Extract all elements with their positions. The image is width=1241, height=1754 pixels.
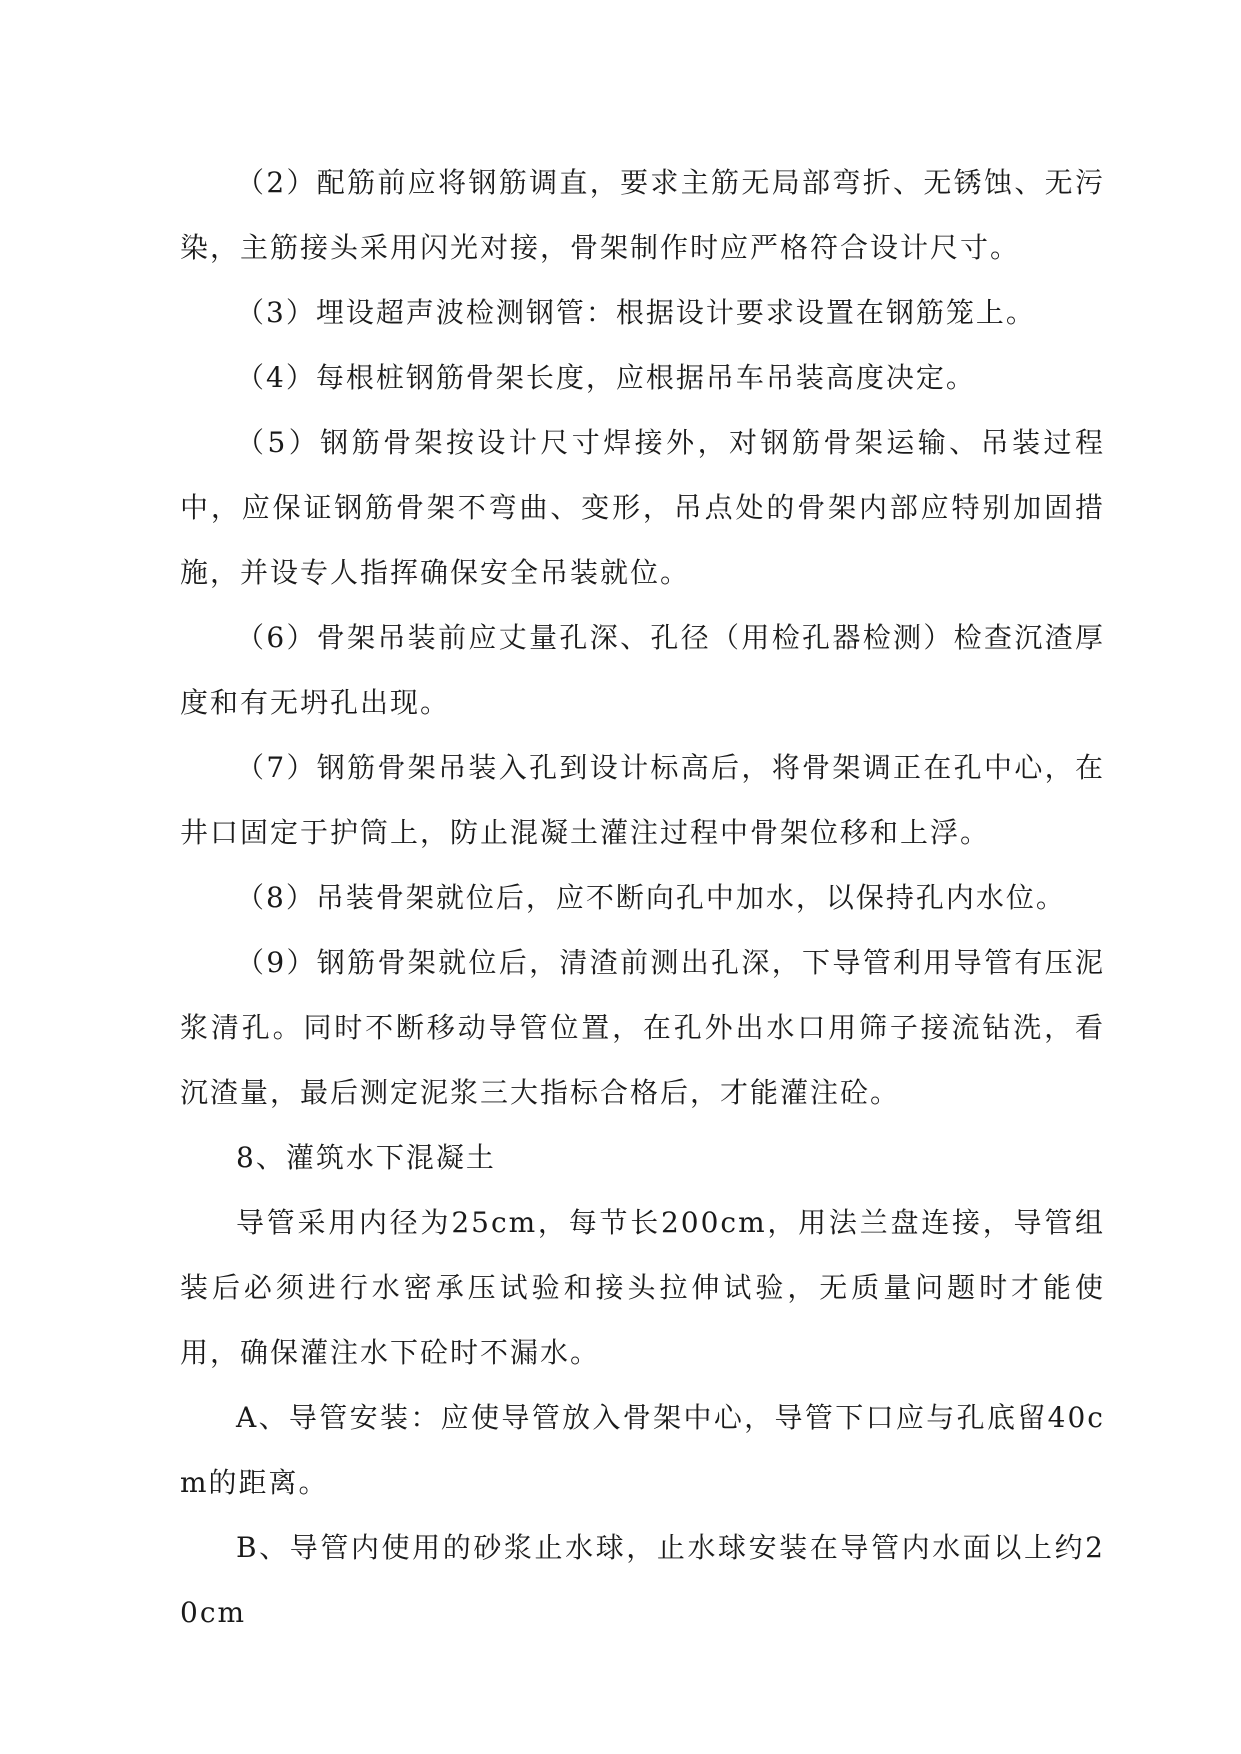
paragraph-ultrasonic-pipe: （3）埋设超声波检测钢管：根据设计要求设置在钢筋笼上。 xyxy=(236,296,1036,329)
document-body xyxy=(180,150,1105,1645)
paragraph-rebar-straightening: （2）配筋前应将钢筋调直，要求主筋无局部弯折、无锈蚀、无污染，主筋接头采用闪光对接，骨架制作时应严格符合设计尺寸。 xyxy=(180,166,1105,264)
paragraph-water-stop-ball: B、导管内使用的砂浆止水球，止水球安装在导管内水面以上约20cm xyxy=(180,1531,1105,1629)
paragraph-conduit-spec: 导管采用内径为25cm，每节长200cm，用法兰盘连接，导管组装后必须进行水密承压试验和接头拉伸试验，无质量问题时才能使用，确保灌注水下砼时不漏水。 xyxy=(180,1206,1105,1369)
paragraph-cage-welding: （5）钢筋骨架按设计尺寸焊接外，对钢筋骨架运输、吊装过程中，应保证钢筋骨架不弯曲、变形，吊点处的骨架内部应特别加固措施，并设专人指挥确保安全吊装就位。 xyxy=(180,426,1105,589)
paragraph-water-level: （8）吊装骨架就位后，应不断向孔中加水，以保持孔内水位。 xyxy=(236,881,1066,914)
paragraph-cage-length: （4）每根桩钢筋骨架长度，应根据吊车吊装高度决定。 xyxy=(236,361,976,394)
paragraph-cage-positioning: （7）钢筋骨架吊装入孔到设计标高后，将骨架调正在孔中心，在井口固定于护筒上，防止混凝土灌注过程中骨架位移和上浮。 xyxy=(180,751,1105,849)
paragraph-hole-cleaning: （9）钢筋骨架就位后，清渣前测出孔深，下导管利用导管有压泥浆清孔。同时不断移动导管位置，在孔外出水口用筛子接流钻洗，看沉渣量，最后测定泥浆三大指标合格后，才能灌注砼。 xyxy=(180,946,1105,1109)
section-heading-underwater-concrete: 8、灌筑水下混凝土 xyxy=(236,1141,496,1174)
paragraph-hole-measurement: （6）骨架吊装前应丈量孔深、孔径（用检孔器检测）检查沉渣厚度和有无坍孔出现。 xyxy=(180,621,1105,719)
paragraph-conduit-installation: A、导管安装：应使导管放入骨架中心，导管下口应与孔底留40cm的距离。 xyxy=(180,1401,1105,1499)
